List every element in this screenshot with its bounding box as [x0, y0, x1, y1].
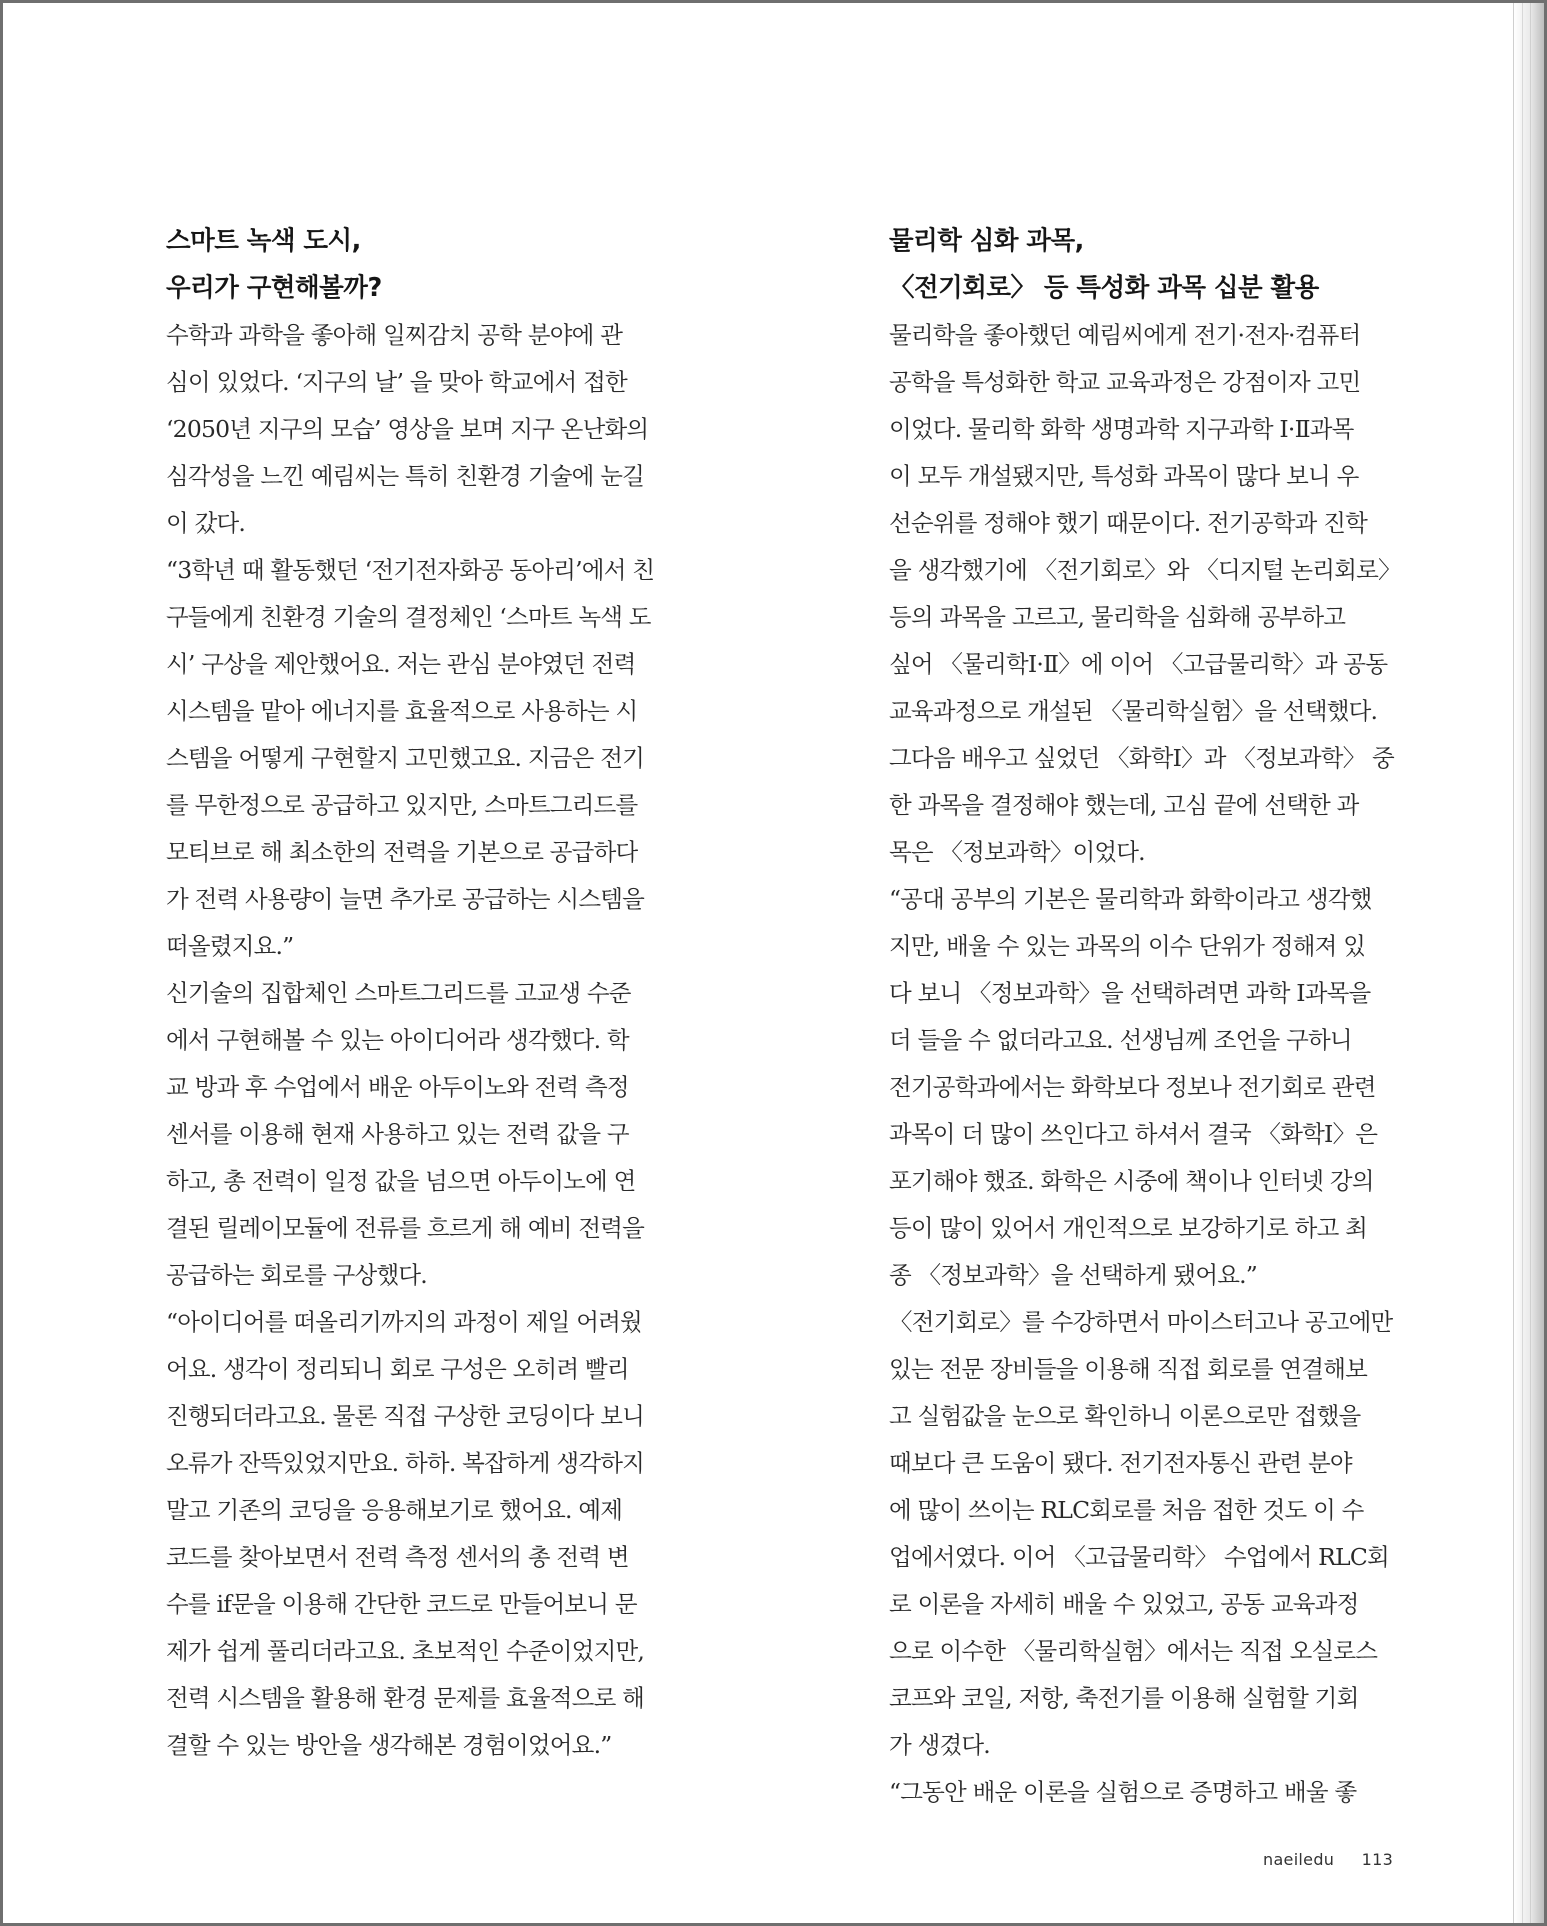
text-line: “공대 공부의 기본은 물리학과 화학이라고 생각했: [889, 885, 1372, 913]
text-line: 교 방과 후 수업에서 배운 아두이노와 전력 측정: [166, 1073, 629, 1101]
text-line: 센서를 이용해 현재 사용하고 있는 전력 값을 구: [166, 1120, 629, 1148]
text-line: 등이 많이 있어서 개인적으로 보강하기로 하고 최: [889, 1214, 1368, 1242]
text-line: 때보다 큰 도움이 됐다. 전기전자통신 관련 분야: [889, 1449, 1352, 1477]
text-line: 더 들을 수 없더라고요. 선생님께 조언을 구하니: [889, 1026, 1352, 1054]
text-line: “아이디어를 떠올리기까지의 과정이 제일 어려웠: [166, 1308, 642, 1336]
text-line: 이었다. 물리학 화학 생명과학 지구과학 Ⅰ·Ⅱ과목: [889, 415, 1354, 443]
text-line: 제가 쉽게 풀리더라고요. 초보적인 수준이었지만,: [166, 1637, 645, 1665]
text-line: 물리학을 좋아했던 예림씨에게 전기·전자·컴퓨터: [889, 321, 1361, 349]
page-footer: [1263, 1850, 1393, 1869]
text-line: 그다음 배우고 싶었던 〈화학Ⅰ〉과 〈정보과학〉 중: [889, 744, 1394, 772]
text-line: 종 〈정보과학〉을 선택하게 됐어요.”: [889, 1261, 1258, 1289]
text-line: 이 갔다.: [166, 509, 246, 537]
text-line: 진행되더라고요. 물론 직접 구상한 코딩이다 보니: [166, 1402, 645, 1430]
text-line: 공급하는 회로를 구상했다.: [166, 1261, 427, 1289]
text-line: 업에서였다. 이어 〈고급물리학〉 수업에서 RLC회: [889, 1543, 1389, 1571]
text-line: 로 이론을 자세히 배울 수 있었고, 공동 교육과정: [889, 1590, 1359, 1618]
text-line: 결된 릴레이모듈에 전류를 흐르게 해 예비 전력을: [166, 1214, 645, 1242]
text-line: 을 생각했기에 〈전기회로〉와 〈디지털 논리회로〉: [889, 556, 1401, 584]
text-line: 가 생겼다.: [889, 1731, 990, 1759]
text-line: 선순위를 정해야 했기 때문이다. 전기공학과 진학: [889, 509, 1368, 537]
text-line: 싶어 〈물리학Ⅰ·Ⅱ〉에 이어 〈고급물리학〉과 공동: [889, 650, 1388, 678]
text-line: 교육과정으로 개설된 〈물리학실험〉을 선택했다.: [889, 697, 1378, 725]
text-line: 심각성을 느낀 예림씨는 특히 친환경 기술에 눈길: [166, 462, 645, 490]
text-line: 다 보니 〈정보과학〉을 선택하려면 과학 Ⅰ과목을: [889, 979, 1371, 1007]
text-line: 포기해야 했죠. 화학은 시중에 책이나 인터넷 강의: [889, 1167, 1374, 1195]
text-line: 코드를 찾아보면서 전력 측정 센서의 총 전력 변: [166, 1543, 629, 1571]
text-line: 코프와 코일, 저항, 축전기를 이용해 실험할 기회: [889, 1684, 1359, 1712]
page-number: 113: [1361, 1850, 1394, 1869]
text-line: 시스템을 맡아 에너지를 효율적으로 사용하는 시: [166, 697, 638, 725]
text-line: 과목이 더 많이 쓰인다고 하셔서 결국 〈화학Ⅰ〉은: [889, 1120, 1378, 1148]
text-line: 전기공학과에서는 화학보다 정보나 전기회로 관련: [889, 1073, 1376, 1101]
text-line: 구들에게 친환경 기술의 결정체인 ‘스마트 녹색 도: [166, 603, 651, 631]
text-line: 오류가 잔뜩있었지만요. 하하. 복잡하게 생각하지: [166, 1449, 645, 1477]
text-line: 지만, 배울 수 있는 과목의 이수 단위가 정해져 있: [889, 932, 1366, 960]
heading-line: 스마트 녹색 도시,: [166, 226, 361, 256]
text-line: “그동안 배운 이론을 실험으로 증명하고 배울 좋: [889, 1778, 1357, 1806]
text-line: 수학과 과학을 좋아해 일찌감치 공학 분야에 관: [166, 321, 623, 349]
right-column: [889, 218, 1421, 1816]
text-line: 에서 구현해볼 수 있는 아이디어라 생각했다. 학: [166, 1026, 629, 1054]
text-line: 목은 〈정보과학〉이었다.: [889, 838, 1145, 866]
heading-line: 〈전기회로〉 등 특성화 과목 십분 활용: [889, 273, 1319, 303]
text-line: 떠올렸지요.”: [166, 932, 294, 960]
text-line: 공학을 특성화한 학교 교육과정은 강점이자 고민: [889, 368, 1361, 396]
text-line: 한 과목을 결정해야 했는데, 고심 끝에 선택한 과: [889, 791, 1359, 819]
text-line: 가 전력 사용량이 늘면 추가로 공급하는 시스템을: [166, 885, 645, 913]
left-column: [166, 218, 706, 1769]
text-line: 시’ 구상을 제안했어요. 저는 관심 분야였던 전력: [166, 650, 636, 678]
text-line: 스템을 어떻게 구현할지 고민했고요. 지금은 전기: [166, 744, 645, 772]
text-line: “3학년 때 활동했던 ‘전기전자화공 동아리’에서 친: [166, 556, 655, 584]
text-line: 결할 수 있는 방안을 생각해본 경험이었어요.”: [166, 1731, 612, 1759]
text-line: 신기술의 집합체인 스마트그리드를 고교생 수준: [166, 979, 631, 1007]
heading-line: 물리학 심화 과목,: [889, 226, 1084, 256]
text-line: ‘2050년 지구의 모습’ 영상을 보며 지구 온난화의: [166, 415, 649, 443]
text-line: 있는 전문 장비들을 이용해 직접 회로를 연결해보: [889, 1355, 1368, 1383]
text-line: 심이 있었다. ‘지구의 날’ 을 맞아 학교에서 접한: [166, 368, 627, 396]
text-line: 말고 기존의 코딩을 응용해보기로 했어요. 예제: [166, 1496, 623, 1524]
text-line: 어요. 생각이 정리되니 회로 구성은 오히려 빨리: [166, 1355, 629, 1383]
page-edge: [1513, 3, 1544, 1923]
text-line: 모티브로 해 최소한의 전력을 기본으로 공급하다: [166, 838, 638, 866]
publication-name: naeiledu: [1263, 1850, 1335, 1869]
left-heading: [166, 218, 706, 312]
left-body-text: [166, 312, 706, 1769]
text-line: 으로 이수한 〈물리학실험〉에서는 직접 오실로스: [889, 1637, 1378, 1665]
text-line: 를 무한정으로 공급하고 있지만, 스마트그리드를: [166, 791, 638, 819]
text-line: 고 실험값을 눈으로 확인하니 이론으로만 접했을: [889, 1402, 1361, 1430]
text-line: 등의 과목을 고르고, 물리학을 심화해 공부하고: [889, 603, 1346, 631]
right-heading: [889, 218, 1421, 312]
text-line: 에 많이 쓰이는 RLC회로를 처음 접한 것도 이 수: [889, 1496, 1364, 1524]
text-line: 하고, 총 전력이 일정 값을 넘으면 아두이노에 연: [166, 1167, 636, 1195]
heading-line: 우리가 구현해볼까?: [166, 273, 382, 303]
text-line: 〈전기회로〉를 수강하면서 마이스터고나 공고에만: [889, 1308, 1393, 1336]
text-line: 수를 if문을 이용해 간단한 코드로 만들어보니 문: [166, 1590, 637, 1618]
text-line: 이 모두 개설됐지만, 특성화 과목이 많다 보니 우: [889, 462, 1359, 490]
right-body-text: [889, 312, 1421, 1816]
text-line: 전력 시스템을 활용해 환경 문제를 효율적으로 해: [166, 1684, 645, 1712]
